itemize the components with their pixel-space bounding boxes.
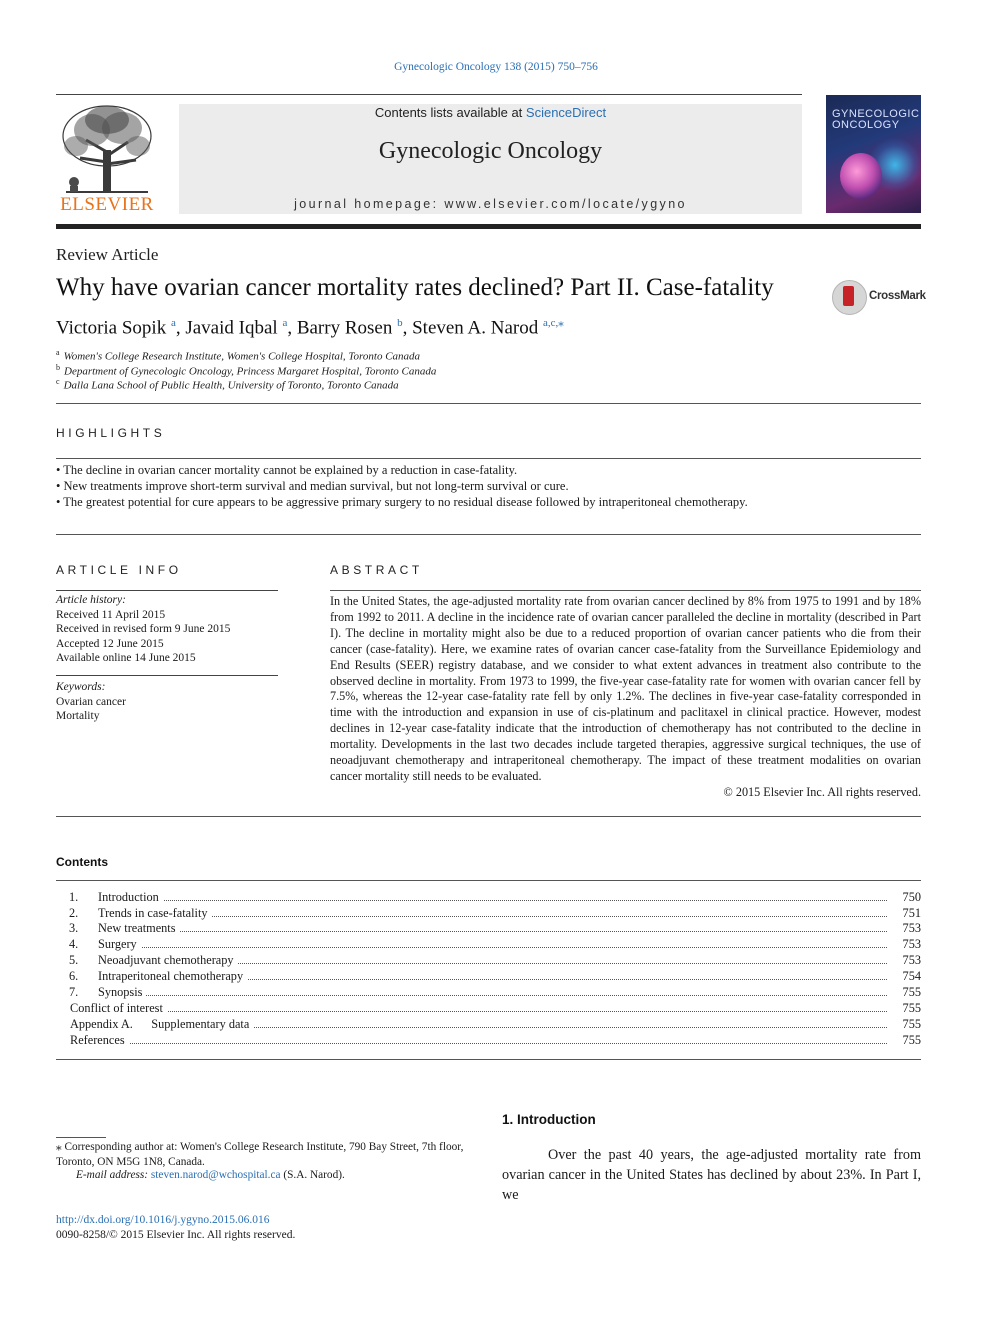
toc-page: 754 [899,969,921,984]
author-affiliation-ref[interactable]: a,c,⁎ [542,317,564,329]
toc-page: 755 [899,1017,921,1032]
toc-leader [98,947,887,948]
affiliation-text: Department of Gynecologic Oncology, Princess Margaret Hospital, Toronto Canada [64,365,437,378]
highlights-heading: HIGHLIGHTS [56,426,166,440]
email-suffix: (S.A. Narod). [280,1169,345,1181]
affiliation-text: Dalla Lana School of Public Health, University of Toronto, Toronto Canada [63,379,399,392]
toc-label[interactable]: Intraperitoneal chemotherapy [98,969,247,984]
toc-entry[interactable] [56,1017,921,1033]
article-history [56,593,230,666]
keywords [56,680,126,724]
divider [56,816,921,817]
toc-label[interactable]: Trends in case-fatality [98,906,212,921]
highlight-item: • The greatest potential for cure appears to be aggressive primary surgery to no residual disease followed by intraperitoneal chemotherapy. [56,495,748,509]
email-label: E-mail address: [76,1169,151,1181]
author-affiliation-ref[interactable]: a [282,317,288,329]
toc-label[interactable]: Neoadjuvant chemotherapy [98,953,238,968]
introduction-text: Over the past 40 years, the age-adjusted mortality rate from ovarian cancer in the United States has declined by about 23%. In Part I, we [502,1147,921,1203]
keyword: Mortality [56,710,100,722]
toc-page: 753 [899,921,921,936]
abstract-copyright: © 2015 Elsevier Inc. All rights reserved. [723,784,921,799]
keywords-label: Keywords: [56,681,106,693]
toc-page: 755 [899,1001,921,1016]
toc-leader [98,995,887,996]
highlight-item: • The decline in ovarian cancer mortality cannot be explained by a reduction in case-fatality. [56,463,518,477]
toc-leader [98,916,887,917]
keyword: Ovarian cancer [56,695,126,708]
article-title: Why have ovarian cancer mortality rates declined? Part II. Case-fatality [56,274,774,301]
toc-entry[interactable] [56,953,921,969]
affiliation [56,377,399,392]
author-name[interactable]: Barry Rosen [296,317,393,339]
history-date: Available online 14 June 2015 [56,652,196,664]
contents-prefix: Contents lists available at [374,105,526,120]
toc-entry[interactable] [56,985,921,1001]
toc-entry[interactable] [56,1033,921,1049]
contents-available-line [179,105,802,120]
header-divider [56,224,921,229]
divider [56,590,278,591]
toc-label[interactable]: Surgery [98,937,141,952]
author-name[interactable]: Victoria Sopik [56,317,167,339]
toc-entry[interactable] [56,906,921,922]
author-name[interactable]: Javaid Iqbal [185,317,278,339]
toc-label[interactable]: Synopsis [98,985,146,1000]
email-link[interactable]: steven.narod@wchospital.ca [150,1169,281,1181]
toc-entry[interactable] [56,937,921,953]
toc-label[interactable]: Introduction [98,890,163,905]
elsevier-wordmark: ELSEVIER [60,194,154,215]
highlight-item: • New treatments improve short-term survival and median survival, but not long-term survival or cure. [56,479,569,493]
toc-number: 4. [69,937,79,951]
toc-number: 6. [69,969,79,983]
author-affiliation-ref[interactable]: a [170,317,176,329]
affiliation [56,348,420,363]
author-name[interactable]: Steven A. Narod [412,317,539,339]
article-type: Review Article [56,245,159,264]
toc-number: 2. [69,906,79,920]
author-affiliation-ref[interactable]: b [397,317,403,329]
crossmark-button[interactable] [832,280,926,316]
abstract-body [330,594,921,801]
history-date: Received in revised form 9 June 2015 [56,623,231,635]
abstract-text: In the United States, the age-adjusted mortality rate from ovarian cancer declined by 8% from 1975 to 1991 and by 18% from 1992 to 2011. A decline in the incidence rate of ovarian cancer paralleled the decline in mortality (described in Part I). The decline in mortality might also be due to a reduced proportion of ovarian cancer patients who die from their cancer (case-fatality). Here, we examine rates of ovarian cancer case-fatality from the Surveillance Epidemiology and End Results (SEER) registry database, and we consider to what extent advances in treatment also contribute to the observed decline in mortality. From 1973 to 1999, the five-year case-fatality rate for women with ovarian cancer fell by 7.5%, whereas the 12-year case-fatality rate fell by only 1.2%. The declines in five-year case-fatality corresponded in time with the introduction and expansion in use of cis-platinum and paclitaxel in clinical practice. However, modest declines in 12-year case-fatality indicate that the introduction of chemotherapy has not contributed to the decline in mortality. Developments in the last two decades include targeted therapies, aggressive surgical techniques, the use of neoadjuvant chemotherapy and intraperitoneal chemotherapy. The impact of these treatment modalities on ovarian cancer mortality still needs to be evaluated. [330,594,921,783]
toc-leader [98,931,887,932]
masthead-rule [56,94,802,95]
toc-page: 751 [899,906,921,921]
toc-page: 750 [899,890,921,905]
toc-entry[interactable] [56,890,921,906]
toc-label[interactable]: References [70,1033,129,1048]
sciencedirect-link[interactable]: ScienceDirect [525,105,607,120]
divider [56,403,921,404]
affiliation-marker: b [56,363,60,372]
toc-page: 755 [899,985,921,1000]
toc-label[interactable]: New treatments [98,921,180,936]
cover-cell-image [840,153,882,199]
abstract-heading: ABSTRACT [330,563,423,577]
affiliation-text: Women's College Research Institute, Women's College Hospital, Toronto Canada [63,350,421,363]
toc-page: 753 [899,953,921,968]
affiliation-marker: c [56,377,60,386]
toc-leader [70,1043,887,1044]
divider [56,1059,921,1060]
divider [56,880,921,881]
cover-title: GYNECOLOGIC ONCOLOGY [832,108,920,131]
toc-entry[interactable] [56,921,921,937]
toc-number: 3. [69,921,79,935]
divider [56,458,921,459]
toc-leader [70,1011,887,1012]
toc-entry[interactable] [56,1001,921,1017]
toc-entry[interactable] [56,969,921,985]
divider [56,675,278,676]
issn-copyright: 0090-8258/© 2015 Elsevier Inc. All rights reserved. [56,1229,296,1241]
corresponding-author-note: ⁎ Corresponding author at: Women's College Research Institute, 790 Bay Street, 7th floor, Toronto, ON M5G 1N8, Canada. [56,1141,464,1168]
author-list: Victoria Sopik $^a$, Javaid Iqbal $^a$, Barry Rosen $^b$, Steven A. Narod $^{a,c,⁎}$ [56,317,564,339]
history-date: Accepted 12 June 2015 [56,637,164,650]
toc-page: 753 [899,937,921,952]
toc-page: 755 [899,1033,921,1048]
history-label: Article history: [56,594,126,606]
toc-number: 5. [69,953,79,967]
journal-homepage[interactable]: journal homepage: www.elsevier.com/locate/ygyno [294,197,687,211]
crossmark-bookmark-icon [843,286,854,306]
journal-name: Gynecologic Oncology [378,138,603,164]
doi-link[interactable]: http://dx.doi.org/10.1016/j.ygyno.2015.06.016 [56,1214,270,1226]
toc-label[interactable]: Appendix A. Supplementary data [70,1017,253,1032]
toc-leader [98,900,887,901]
journal-citation[interactable]: Gynecologic Oncology 138 (2015) 750–756 [394,61,598,73]
toc-number: 7. [69,985,79,999]
divider [56,534,921,535]
toc-number: 1. [69,890,79,904]
contents-heading: Contents [56,855,108,869]
footnote-rule [56,1137,106,1138]
toc-label[interactable]: Conflict of interest [70,1001,167,1016]
elsevier-logo[interactable] [56,100,158,214]
journal-cover[interactable] [826,95,921,213]
article-info-heading: ARTICLE INFO [56,563,182,577]
affiliation [56,363,436,378]
introduction-heading: 1. Introduction [502,1112,596,1127]
divider [330,590,921,591]
crossmark-label: CrossMark [869,290,926,302]
affiliation-marker: a [56,348,60,357]
email-note [56,1168,496,1183]
history-date: Received 11 April 2015 [56,608,166,621]
